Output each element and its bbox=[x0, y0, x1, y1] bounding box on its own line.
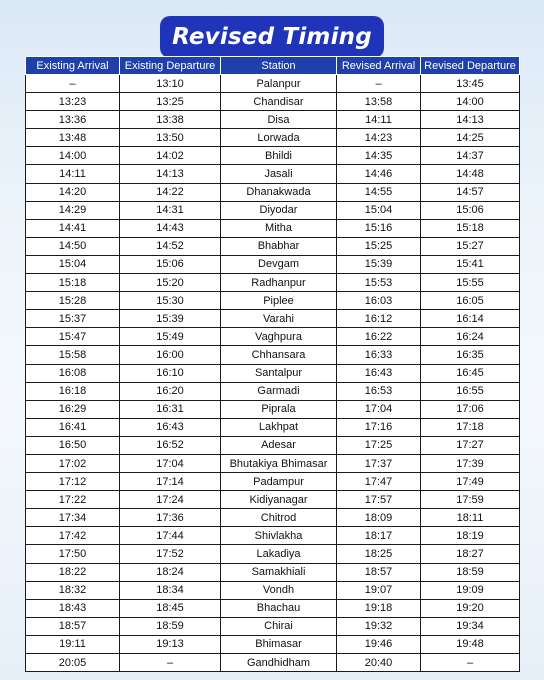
cell-revised-arrival: 14:35 bbox=[337, 147, 421, 165]
header-row bbox=[26, 57, 520, 75]
table-row bbox=[26, 219, 520, 237]
cell-existing-departure: 17:24 bbox=[120, 491, 221, 509]
cell-revised-departure: 17:18 bbox=[421, 418, 520, 436]
cell-existing-arrival: 16:41 bbox=[26, 418, 120, 436]
header-revised-arrival: Revised Arrival bbox=[337, 57, 421, 75]
cell-existing-arrival: 15:47 bbox=[26, 328, 120, 346]
cell-revised-arrival: 16:22 bbox=[337, 328, 421, 346]
table-row bbox=[26, 346, 520, 364]
cell-station: Lakhpat bbox=[221, 418, 337, 436]
cell-existing-arrival: 14:41 bbox=[26, 219, 120, 237]
cell-revised-arrival: 20:40 bbox=[337, 654, 421, 672]
cell-existing-departure: 16:52 bbox=[120, 436, 221, 454]
cell-revised-arrival: 15:16 bbox=[337, 219, 421, 237]
cell-revised-arrival: 14:11 bbox=[337, 111, 421, 129]
table-row bbox=[26, 111, 520, 129]
table-row bbox=[26, 599, 520, 617]
table-row bbox=[26, 93, 520, 111]
header-existing-departure: Existing Departure bbox=[120, 57, 221, 75]
cell-station: Santalpur bbox=[221, 364, 337, 382]
cell-station: Piplee bbox=[221, 292, 337, 310]
cell-revised-arrival: 16:53 bbox=[337, 382, 421, 400]
cell-revised-departure: 18:59 bbox=[421, 563, 520, 581]
cell-station: Vondh bbox=[221, 581, 337, 599]
cell-revised-arrival: 17:47 bbox=[337, 473, 421, 491]
cell-existing-arrival: 14:00 bbox=[26, 147, 120, 165]
cell-existing-arrival: 14:50 bbox=[26, 237, 120, 255]
table-row bbox=[26, 563, 520, 581]
cell-revised-departure: 14:37 bbox=[421, 147, 520, 165]
cell-revised-arrival: 19:32 bbox=[337, 617, 421, 635]
cell-revised-departure: 16:14 bbox=[421, 310, 520, 328]
cell-station: Diyodar bbox=[221, 201, 337, 219]
cell-revised-arrival: 16:12 bbox=[337, 310, 421, 328]
cell-station: Devgam bbox=[221, 255, 337, 273]
cell-existing-departure: 16:00 bbox=[120, 346, 221, 364]
table-body bbox=[26, 75, 520, 672]
cell-existing-arrival: 17:12 bbox=[26, 473, 120, 491]
cell-existing-arrival: – bbox=[26, 75, 120, 93]
cell-existing-arrival: 17:02 bbox=[26, 454, 120, 472]
cell-revised-departure: 14:00 bbox=[421, 93, 520, 111]
cell-revised-arrival: 17:25 bbox=[337, 436, 421, 454]
cell-revised-departure: 18:19 bbox=[421, 527, 520, 545]
cell-revised-departure: 16:45 bbox=[421, 364, 520, 382]
cell-revised-arrival: 19:18 bbox=[337, 599, 421, 617]
cell-existing-departure: 15:20 bbox=[120, 274, 221, 292]
cell-revised-arrival: 19:07 bbox=[337, 581, 421, 599]
cell-existing-arrival: 20:05 bbox=[26, 654, 120, 672]
cell-existing-departure: 15:49 bbox=[120, 328, 221, 346]
cell-existing-departure: 15:39 bbox=[120, 310, 221, 328]
table-row bbox=[26, 545, 520, 563]
cell-revised-departure: 19:09 bbox=[421, 581, 520, 599]
cell-revised-arrival: 18:17 bbox=[337, 527, 421, 545]
cell-existing-arrival: 14:11 bbox=[26, 165, 120, 183]
cell-existing-departure: 18:24 bbox=[120, 563, 221, 581]
cell-existing-arrival: 13:36 bbox=[26, 111, 120, 129]
cell-existing-departure: 16:43 bbox=[120, 418, 221, 436]
cell-existing-arrival: 17:42 bbox=[26, 527, 120, 545]
cell-station: Piprala bbox=[221, 400, 337, 418]
cell-revised-arrival: 17:04 bbox=[337, 400, 421, 418]
cell-existing-departure: – bbox=[120, 654, 221, 672]
table-row bbox=[26, 310, 520, 328]
table-row bbox=[26, 75, 520, 93]
cell-station: Chhansara bbox=[221, 346, 337, 364]
cell-existing-departure: 19:13 bbox=[120, 635, 221, 653]
table-row bbox=[26, 237, 520, 255]
header-existing-arrival: Existing Arrival bbox=[26, 57, 120, 75]
cell-existing-arrival: 16:29 bbox=[26, 400, 120, 418]
table-row bbox=[26, 527, 520, 545]
cell-revised-departure: 13:45 bbox=[421, 75, 520, 93]
table-row bbox=[26, 436, 520, 454]
table-row bbox=[26, 509, 520, 527]
cell-existing-departure: 17:14 bbox=[120, 473, 221, 491]
cell-station: Bhabhar bbox=[221, 237, 337, 255]
cell-revised-departure: 16:55 bbox=[421, 382, 520, 400]
table-row bbox=[26, 491, 520, 509]
cell-existing-departure: 17:52 bbox=[120, 545, 221, 563]
cell-revised-arrival: 18:25 bbox=[337, 545, 421, 563]
cell-revised-arrival: 18:09 bbox=[337, 509, 421, 527]
cell-existing-departure: 16:31 bbox=[120, 400, 221, 418]
cell-existing-departure: 16:10 bbox=[120, 364, 221, 382]
cell-existing-arrival: 18:43 bbox=[26, 599, 120, 617]
cell-revised-departure: 16:24 bbox=[421, 328, 520, 346]
cell-existing-arrival: 15:58 bbox=[26, 346, 120, 364]
cell-existing-departure: 17:44 bbox=[120, 527, 221, 545]
cell-station: Dhanakwada bbox=[221, 183, 337, 201]
title-container bbox=[0, 16, 544, 58]
cell-revised-departure: 19:48 bbox=[421, 635, 520, 653]
cell-revised-arrival: 17:57 bbox=[337, 491, 421, 509]
cell-existing-arrival: 15:04 bbox=[26, 255, 120, 273]
cell-station: Disa bbox=[221, 111, 337, 129]
cell-existing-arrival: 17:22 bbox=[26, 491, 120, 509]
cell-existing-departure: 13:38 bbox=[120, 111, 221, 129]
cell-station: Jasali bbox=[221, 165, 337, 183]
cell-station: Palanpur bbox=[221, 75, 337, 93]
cell-revised-departure: 14:25 bbox=[421, 129, 520, 147]
cell-revised-arrival: – bbox=[337, 75, 421, 93]
table-row bbox=[26, 382, 520, 400]
cell-existing-arrival: 16:50 bbox=[26, 436, 120, 454]
cell-existing-arrival: 15:28 bbox=[26, 292, 120, 310]
cell-existing-arrival: 14:29 bbox=[26, 201, 120, 219]
cell-existing-departure: 14:22 bbox=[120, 183, 221, 201]
cell-existing-departure: 14:02 bbox=[120, 147, 221, 165]
table-row bbox=[26, 473, 520, 491]
cell-station: Vaghpura bbox=[221, 328, 337, 346]
cell-revised-departure: 16:05 bbox=[421, 292, 520, 310]
table-row bbox=[26, 274, 520, 292]
cell-station: Chirai bbox=[221, 617, 337, 635]
table-row bbox=[26, 292, 520, 310]
cell-existing-departure: 18:59 bbox=[120, 617, 221, 635]
cell-existing-departure: 14:31 bbox=[120, 201, 221, 219]
cell-existing-arrival: 13:48 bbox=[26, 129, 120, 147]
cell-existing-arrival: 13:23 bbox=[26, 93, 120, 111]
table-row bbox=[26, 129, 520, 147]
cell-revised-departure: 15:27 bbox=[421, 237, 520, 255]
cell-existing-departure: 18:34 bbox=[120, 581, 221, 599]
cell-revised-departure: 17:27 bbox=[421, 436, 520, 454]
cell-existing-departure: 13:50 bbox=[120, 129, 221, 147]
cell-revised-arrival: 16:33 bbox=[337, 346, 421, 364]
cell-existing-departure: 13:10 bbox=[120, 75, 221, 93]
cell-station: Bhimasar bbox=[221, 635, 337, 653]
cell-station: Kidiyanagar bbox=[221, 491, 337, 509]
cell-revised-arrival: 19:46 bbox=[337, 635, 421, 653]
cell-revised-arrival: 14:55 bbox=[337, 183, 421, 201]
cell-station: Mitha bbox=[221, 219, 337, 237]
cell-station: Gandhidham bbox=[221, 654, 337, 672]
cell-station: Chitrod bbox=[221, 509, 337, 527]
cell-station: Padampur bbox=[221, 473, 337, 491]
cell-revised-arrival: 15:04 bbox=[337, 201, 421, 219]
cell-revised-departure: 14:48 bbox=[421, 165, 520, 183]
cell-existing-arrival: 19:11 bbox=[26, 635, 120, 653]
cell-existing-departure: 15:06 bbox=[120, 255, 221, 273]
cell-existing-arrival: 17:34 bbox=[26, 509, 120, 527]
cell-existing-departure: 15:30 bbox=[120, 292, 221, 310]
table-row bbox=[26, 328, 520, 346]
cell-revised-departure: 14:57 bbox=[421, 183, 520, 201]
cell-station: Adesar bbox=[221, 436, 337, 454]
cell-revised-departure: – bbox=[421, 654, 520, 672]
table-row bbox=[26, 454, 520, 472]
cell-revised-arrival: 13:58 bbox=[337, 93, 421, 111]
cell-revised-arrival: 15:39 bbox=[337, 255, 421, 273]
cell-existing-arrival: 15:37 bbox=[26, 310, 120, 328]
cell-revised-departure: 14:13 bbox=[421, 111, 520, 129]
cell-station: Radhanpur bbox=[221, 274, 337, 292]
cell-existing-departure: 17:36 bbox=[120, 509, 221, 527]
table-row bbox=[26, 418, 520, 436]
cell-revised-arrival: 17:16 bbox=[337, 418, 421, 436]
table-row bbox=[26, 635, 520, 653]
cell-station: Garmadi bbox=[221, 382, 337, 400]
cell-existing-departure: 13:25 bbox=[120, 93, 221, 111]
cell-existing-arrival: 14:20 bbox=[26, 183, 120, 201]
cell-revised-departure: 18:11 bbox=[421, 509, 520, 527]
cell-existing-arrival: 18:22 bbox=[26, 563, 120, 581]
cell-existing-departure: 14:43 bbox=[120, 219, 221, 237]
cell-revised-departure: 15:41 bbox=[421, 255, 520, 273]
cell-revised-arrival: 15:53 bbox=[337, 274, 421, 292]
cell-station: Lorwada bbox=[221, 129, 337, 147]
cell-station: Bhachau bbox=[221, 599, 337, 617]
table-row bbox=[26, 364, 520, 382]
table-row bbox=[26, 147, 520, 165]
cell-revised-departure: 17:49 bbox=[421, 473, 520, 491]
cell-revised-departure: 15:18 bbox=[421, 219, 520, 237]
cell-revised-departure: 17:06 bbox=[421, 400, 520, 418]
table-row bbox=[26, 255, 520, 273]
table-row bbox=[26, 165, 520, 183]
table-row bbox=[26, 183, 520, 201]
cell-existing-arrival: 18:32 bbox=[26, 581, 120, 599]
cell-existing-arrival: 16:18 bbox=[26, 382, 120, 400]
cell-station: Bhildi bbox=[221, 147, 337, 165]
header-revised-departure: Revised Departure bbox=[421, 57, 520, 75]
table-row bbox=[26, 201, 520, 219]
cell-existing-departure: 17:04 bbox=[120, 454, 221, 472]
table-row bbox=[26, 400, 520, 418]
cell-station: Chandisar bbox=[221, 93, 337, 111]
cell-revised-departure: 16:35 bbox=[421, 346, 520, 364]
cell-revised-arrival: 14:23 bbox=[337, 129, 421, 147]
cell-revised-departure: 15:06 bbox=[421, 201, 520, 219]
cell-existing-arrival: 17:50 bbox=[26, 545, 120, 563]
cell-revised-arrival: 16:03 bbox=[337, 292, 421, 310]
table-row bbox=[26, 617, 520, 635]
table-row bbox=[26, 581, 520, 599]
cell-revised-departure: 19:34 bbox=[421, 617, 520, 635]
cell-revised-arrival: 18:57 bbox=[337, 563, 421, 581]
cell-revised-departure: 15:55 bbox=[421, 274, 520, 292]
cell-station: Shivlakha bbox=[221, 527, 337, 545]
cell-existing-arrival: 18:57 bbox=[26, 617, 120, 635]
timing-table bbox=[25, 56, 520, 672]
cell-existing-arrival: 15:18 bbox=[26, 274, 120, 292]
cell-revised-departure: 18:27 bbox=[421, 545, 520, 563]
page-title: Revised Timing bbox=[160, 16, 384, 58]
cell-revised-arrival: 16:43 bbox=[337, 364, 421, 382]
cell-existing-departure: 14:52 bbox=[120, 237, 221, 255]
cell-revised-arrival: 17:37 bbox=[337, 454, 421, 472]
cell-existing-arrival: 16:08 bbox=[26, 364, 120, 382]
table-row bbox=[26, 654, 520, 672]
cell-station: Lakadiya bbox=[221, 545, 337, 563]
cell-existing-departure: 18:45 bbox=[120, 599, 221, 617]
cell-revised-departure: 19:20 bbox=[421, 599, 520, 617]
cell-station: Samakhiali bbox=[221, 563, 337, 581]
cell-revised-departure: 17:59 bbox=[421, 491, 520, 509]
header-station: Station bbox=[221, 57, 337, 75]
cell-existing-departure: 14:13 bbox=[120, 165, 221, 183]
cell-existing-departure: 16:20 bbox=[120, 382, 221, 400]
cell-station: Bhutakiya Bhimasar bbox=[221, 454, 337, 472]
cell-station: Varahi bbox=[221, 310, 337, 328]
cell-revised-arrival: 14:46 bbox=[337, 165, 421, 183]
cell-revised-arrival: 15:25 bbox=[337, 237, 421, 255]
cell-revised-departure: 17:39 bbox=[421, 454, 520, 472]
